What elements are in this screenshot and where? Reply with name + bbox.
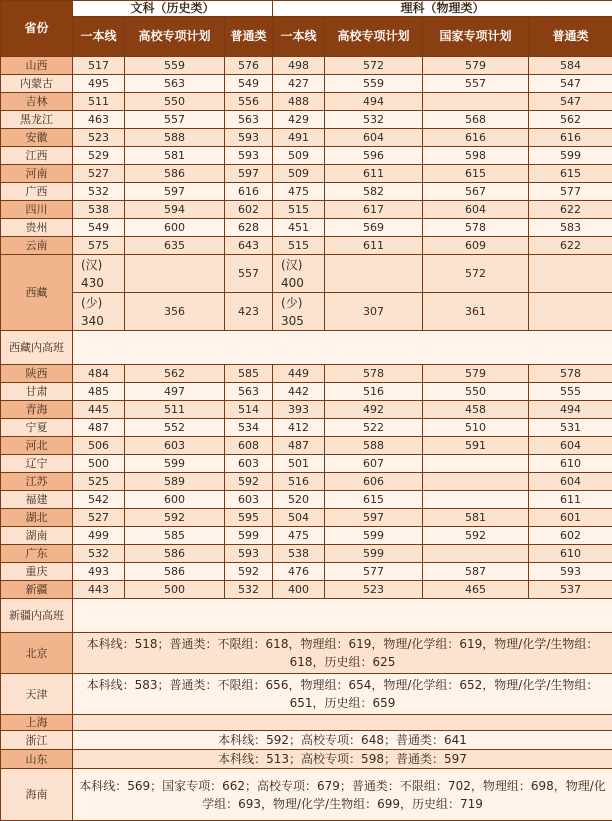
score-cell: 484 [73,365,125,383]
score-cell: 515 [273,201,325,219]
note-text: 本科线：592；高校专项：648；普通类：641 [73,731,612,750]
province-cell: 广东 [1,545,73,563]
score-cell [423,455,529,473]
score-cell: 509 [273,165,325,183]
score-cell: 475 [273,183,325,201]
score-cell: 499 [73,527,125,545]
score-cell: 493 [73,563,125,581]
score-cell: 617 [325,201,423,219]
xinjiang-neigao-label: 新疆内高班 [1,599,73,633]
score-cell: 597 [225,165,273,183]
province-cell: 西藏 [1,255,73,331]
score-cell: 635 [125,237,225,255]
score-cell: 451 [273,219,325,237]
province-cell: 贵州 [1,219,73,237]
score-cell: 593 [225,545,273,563]
province-cell: 海南 [1,769,73,821]
province-cell: 新疆 [1,581,73,599]
score-cell: 599 [325,527,423,545]
score-cell: 495 [73,75,125,93]
score-cell [423,545,529,563]
table-row [1,437,612,455]
score-cell [423,473,529,491]
score-cell: 615 [423,165,529,183]
xizang-shao-wenke-gaoxiao: 356 [125,293,225,331]
score-cell: 500 [73,455,125,473]
xizang-shao-like-yiben: (少) 305 [273,293,325,331]
xizang-han-like-yiben: (汉) 400 [273,255,325,293]
notes-block [1,599,612,821]
score-cell: 497 [125,383,225,401]
score-cell: 583 [529,219,612,237]
score-cell: 542 [73,491,125,509]
score-cell: 576 [225,57,273,75]
score-cell: 599 [125,455,225,473]
province-cell: 天津 [1,674,73,715]
province-cell: 四川 [1,201,73,219]
table-row [1,147,612,165]
province-cell: 湖南 [1,527,73,545]
score-cell: 622 [529,237,612,255]
score-cell: 506 [73,437,125,455]
col-l-guojia: 国家专项计划 [423,17,529,57]
table-cell [529,293,612,331]
table-cell [325,255,423,293]
score-cell: 598 [423,147,529,165]
score-cell: 597 [325,509,423,527]
score-cell: 449 [273,365,325,383]
score-cell: 429 [273,111,325,129]
table-row [1,219,612,237]
score-cell: 532 [225,581,273,599]
score-cell: 616 [423,129,529,147]
col-l-gaoxiao: 高校专项计划 [325,17,423,57]
province-cell: 宁夏 [1,419,73,437]
score-cell: 577 [325,563,423,581]
province-cell: 内蒙古 [1,75,73,93]
score-cell: 500 [125,581,225,599]
score-cell: 578 [529,365,612,383]
table-row [1,129,612,147]
score-cell: 527 [73,165,125,183]
score-cell: 520 [273,491,325,509]
province-cell: 江苏 [1,473,73,491]
score-cell [423,93,529,111]
province-cell: 青海 [1,401,73,419]
header-province: 省份 [1,1,73,57]
score-cell: 593 [529,563,612,581]
score-cell: 538 [273,545,325,563]
score-cell: 400 [273,581,325,599]
score-cell: 608 [225,437,273,455]
score-cell: 534 [225,419,273,437]
score-cell: 562 [125,365,225,383]
score-cell: 599 [225,527,273,545]
table-row [1,563,612,581]
score-cell: 577 [529,183,612,201]
score-cell: 592 [225,563,273,581]
score-cell: 516 [273,473,325,491]
score-cell: 592 [423,527,529,545]
score-cell: 555 [529,383,612,401]
score-cell: 586 [125,563,225,581]
score-cell: 562 [529,111,612,129]
score-cell: 579 [423,57,529,75]
score-cell: 487 [273,437,325,455]
table-row [1,383,612,401]
score-cell: 492 [325,401,423,419]
province-cell: 重庆 [1,563,73,581]
score-cell: 494 [529,401,612,419]
score-cell: 611 [325,165,423,183]
score-cell: 603 [125,437,225,455]
score-cell: 494 [325,93,423,111]
score-cell: 592 [225,473,273,491]
score-cell: 537 [529,581,612,599]
score-cell: 465 [423,581,529,599]
score-cell: 498 [273,57,325,75]
score-cell: 607 [325,455,423,473]
xizang-block [1,255,612,365]
header-wenke: 文科（历史类） [73,1,273,17]
table-row [1,237,612,255]
score-cell: 615 [529,165,612,183]
score-cell: 601 [529,509,612,527]
score-cell: 552 [125,419,225,437]
score-cell: 578 [325,365,423,383]
table-row [1,75,612,93]
score-cell: 538 [73,201,125,219]
score-cell: 568 [423,111,529,129]
score-cell: 602 [225,201,273,219]
province-cell: 辽宁 [1,455,73,473]
xizang-shao-wenke-putong: 423 [225,293,273,331]
score-cell: 510 [423,419,529,437]
score-cell: 504 [273,509,325,527]
score-cell: 511 [73,93,125,111]
score-cell: 616 [529,129,612,147]
note-text: 本科线：569；国家专项：662；高校专项：679；普通类：不限组：702，物理组：698，物理/化学组：693，物理/化学/生物组：699，历史组：719 [73,769,612,821]
score-cell: 604 [529,473,612,491]
score-cell: 556 [225,93,273,111]
header-like: 理科（物理类） [273,1,612,17]
col-w-yiben: 一本线 [73,17,125,57]
col-w-putong: 普通类 [225,17,273,57]
score-cell: 593 [225,147,273,165]
score-cell: 559 [125,57,225,75]
province-cell: 山西 [1,57,73,75]
score-cell: 585 [125,527,225,545]
col-l-putong: 普通类 [529,17,612,57]
score-cell: 487 [73,419,125,437]
score-cell: 596 [325,147,423,165]
province-cell: 江西 [1,147,73,165]
score-cell: 517 [73,57,125,75]
xinjiang-neigao-row [73,599,612,633]
score-cell: 611 [325,237,423,255]
score-cell: 588 [325,437,423,455]
score-cell: 594 [125,201,225,219]
score-cell: 509 [273,147,325,165]
score-cell: 600 [125,219,225,237]
note-text: 本科线：518；普通类：不限组：618，物理组：619，物理/化学组：619，物理/化学/生物组：618，历史组：625 [73,633,612,674]
province-cell: 湖北 [1,509,73,527]
score-cell: 557 [125,111,225,129]
score-cell: 592 [125,509,225,527]
province-cell: 安徽 [1,129,73,147]
table-row [1,527,612,545]
score-cell: 527 [73,509,125,527]
score-cell: 610 [529,455,612,473]
province-cell: 山东 [1,750,73,769]
table-row [1,545,612,563]
score-cell: 593 [225,129,273,147]
score-cell: 588 [125,129,225,147]
score-cell: 442 [273,383,325,401]
score-cell: 599 [529,147,612,165]
score-cell: 412 [273,419,325,437]
score-cell: 427 [273,75,325,93]
score-cell: 532 [73,545,125,563]
table-row [1,111,612,129]
score-cell: 531 [529,419,612,437]
score-cell: 587 [423,563,529,581]
score-cell: 511 [125,401,225,419]
note-text: 本科线：513；高校专项：598；普通类：597 [73,750,612,769]
score-cell: 529 [73,147,125,165]
score-cell: 532 [73,183,125,201]
score-cell: 615 [325,491,423,509]
table-row [1,401,612,419]
score-cell: 443 [73,581,125,599]
table-row [1,201,612,219]
score-cell: 567 [423,183,529,201]
score-cell: 575 [73,237,125,255]
province-cell: 吉林 [1,93,73,111]
table-body-a [1,57,612,255]
province-cell: 广西 [1,183,73,201]
province-cell: 上海 [1,715,73,731]
score-cell: 628 [225,219,273,237]
score-cell: 532 [325,111,423,129]
score-cell: 622 [529,201,612,219]
table-body-b [1,365,612,599]
score-cell: 559 [325,75,423,93]
score-cell: 579 [423,365,529,383]
xizang-shao-wenke-yiben: (少) 340 [73,293,125,331]
score-cell: 475 [273,527,325,545]
score-cell: 525 [73,473,125,491]
score-cell: 458 [423,401,529,419]
score-cell: 589 [125,473,225,491]
table-cell [529,255,612,293]
score-cell: 523 [325,581,423,599]
table-row [1,491,612,509]
province-cell: 陕西 [1,365,73,383]
col-w-gaoxiao: 高校专项计划 [125,17,225,57]
table-row [1,365,612,383]
table-row [1,581,612,599]
score-cell: 488 [273,93,325,111]
score-cell: 491 [273,129,325,147]
province-cell: 甘肃 [1,383,73,401]
score-cell: 563 [225,383,273,401]
score-cell: 597 [125,183,225,201]
score-cell: 604 [529,437,612,455]
score-cell: 547 [529,75,612,93]
table-row [1,165,612,183]
score-cell: 586 [125,165,225,183]
score-cell: 578 [423,219,529,237]
score-cell: 476 [273,563,325,581]
table-row [1,509,612,527]
score-cell: 616 [225,183,273,201]
score-cell [423,491,529,509]
table-row [1,57,612,75]
score-cell: 550 [423,383,529,401]
score-cell: 584 [529,57,612,75]
score-cell: 516 [325,383,423,401]
score-cell: 643 [225,237,273,255]
score-cell: 550 [125,93,225,111]
score-cell: 591 [423,437,529,455]
score-cell: 611 [529,491,612,509]
score-cell: 595 [225,509,273,527]
score-cell: 599 [325,545,423,563]
score-cell: 547 [529,93,612,111]
xizang-shao-like-guojia: 361 [423,293,529,331]
score-cell: 393 [273,401,325,419]
xizang-han-wenke-yiben: (汉) 430 [73,255,125,293]
score-cell: 606 [325,473,423,491]
province-cell: 浙江 [1,731,73,750]
note-text [73,715,612,731]
score-cell: 603 [225,491,273,509]
score-cell: 557 [423,75,529,93]
score-cell: 523 [73,129,125,147]
table-row [1,419,612,437]
score-cell: 586 [125,545,225,563]
score-cell: 522 [325,419,423,437]
score-cell: 445 [73,401,125,419]
score-cell: 610 [529,545,612,563]
score-cell: 603 [225,455,273,473]
score-cell: 563 [225,111,273,129]
table-row [1,183,612,201]
score-cell: 600 [125,491,225,509]
score-cell: 582 [325,183,423,201]
score-cell: 514 [225,401,273,419]
score-cell: 581 [125,147,225,165]
note-text: 本科线：583；普通类：不限组：656，物理组：654，物理/化学组：652，物理/化学/生物组：651，历史组：659 [73,674,612,715]
province-cell: 福建 [1,491,73,509]
table-row [1,473,612,491]
xizang-neigao-label: 西藏内高班 [1,331,73,365]
score-cell: 501 [273,455,325,473]
xizang-shao-like-gaoxiao: 307 [325,293,423,331]
province-cell: 河南 [1,165,73,183]
score-cell: 463 [73,111,125,129]
table-cell [125,255,225,293]
table-row [1,93,612,111]
score-cell: 609 [423,237,529,255]
score-cell: 549 [73,219,125,237]
xizang-neigao-row [73,331,612,365]
score-cell: 581 [423,509,529,527]
province-cell: 黑龙江 [1,111,73,129]
score-cell: 585 [225,365,273,383]
col-l-yiben: 一本线 [273,17,325,57]
score-cell: 602 [529,527,612,545]
score-cell: 604 [325,129,423,147]
score-cell: 485 [73,383,125,401]
xizang-han-wenke-putong: 557 [225,255,273,293]
score-cell: 549 [225,75,273,93]
score-cell: 515 [273,237,325,255]
xizang-han-like-guojia: 572 [423,255,529,293]
province-cell: 云南 [1,237,73,255]
score-cell: 569 [325,219,423,237]
score-cell: 572 [325,57,423,75]
table-row [1,455,612,473]
province-cell: 河北 [1,437,73,455]
score-cell: 604 [423,201,529,219]
province-cell: 北京 [1,633,73,674]
score-cell: 563 [125,75,225,93]
